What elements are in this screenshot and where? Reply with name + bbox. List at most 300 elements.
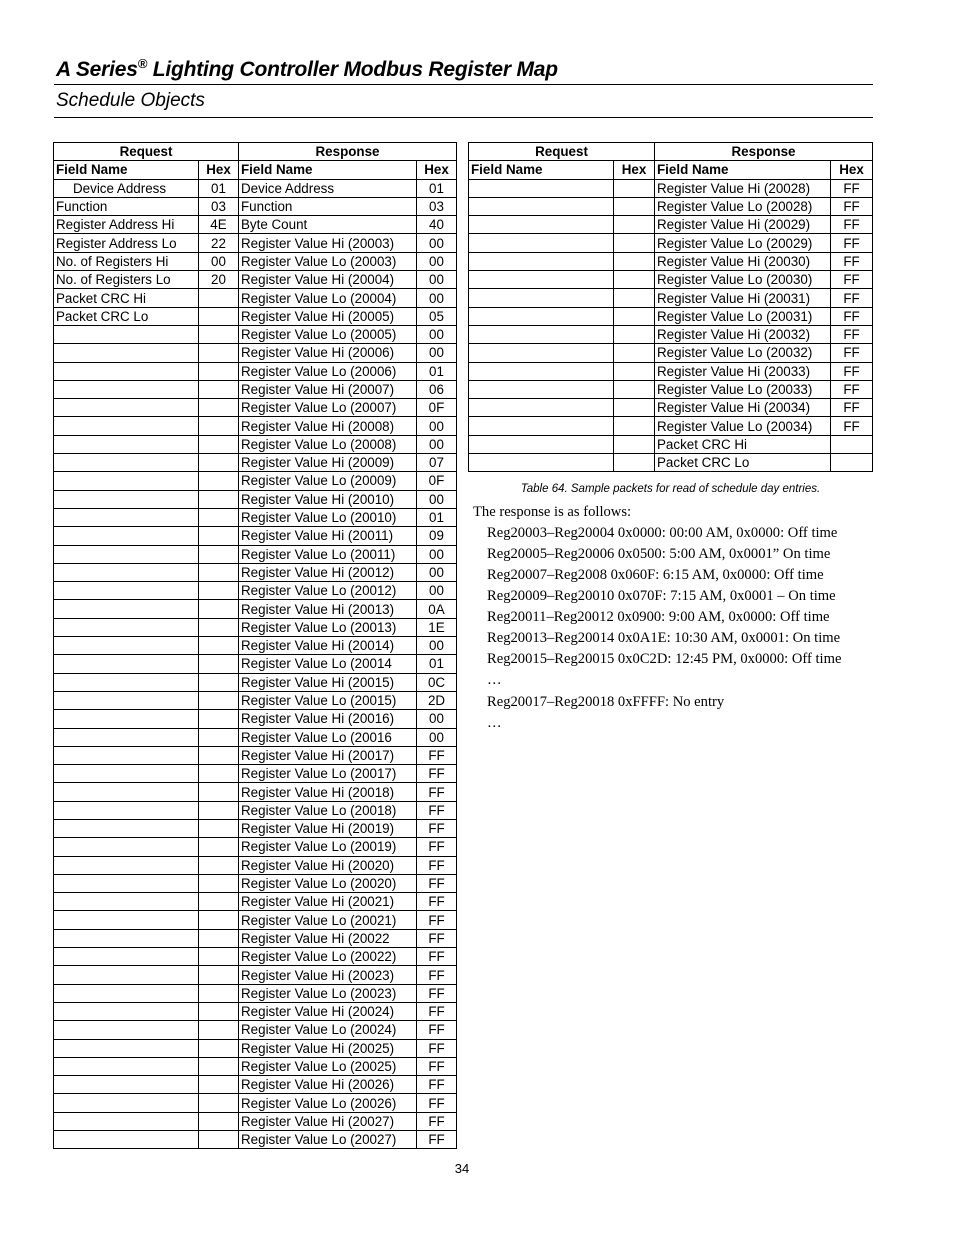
table-row <box>54 582 457 600</box>
table-row <box>54 307 457 325</box>
response-hex: FF <box>417 1039 457 1057</box>
request-hex <box>199 325 239 343</box>
response-hex: 00 <box>417 490 457 508</box>
request-hex <box>199 435 239 453</box>
response-field-name: Register Value Lo (20012) <box>239 582 417 600</box>
request-field-name: Register Address Hi <box>54 216 199 234</box>
request-field-name <box>54 966 199 984</box>
response-field-name: Register Value Hi (20016) <box>239 710 417 728</box>
request-field-name: Packet CRC Lo <box>54 307 199 325</box>
request-field-name <box>469 271 614 289</box>
response-hex: FF <box>417 893 457 911</box>
request-hex <box>614 362 655 380</box>
response-hex: 0F <box>417 472 457 490</box>
response-hex: FF <box>417 856 457 874</box>
request-field-name <box>54 1002 199 1020</box>
response-hex: FF <box>831 252 873 270</box>
left-register-table <box>53 142 457 1149</box>
response-field-name: Register Value Lo (20018) <box>239 801 417 819</box>
response-field-name: Register Value Hi (20003) <box>239 234 417 252</box>
request-hex <box>199 344 239 362</box>
request-field-name <box>54 655 199 673</box>
registered-mark: ® <box>137 56 148 71</box>
table-row <box>54 417 457 435</box>
request-hex <box>199 874 239 892</box>
request-field-name <box>54 819 199 837</box>
response-hex: 03 <box>417 197 457 215</box>
table-row <box>54 655 457 673</box>
table-row <box>54 856 457 874</box>
response-hex: FF <box>417 1021 457 1039</box>
page-number: 34 <box>454 1161 470 1176</box>
response-header: Response <box>239 143 457 161</box>
table-row <box>54 1112 457 1130</box>
response-field-name: Register Value Hi (20014) <box>239 637 417 655</box>
request-hex <box>614 380 655 398</box>
request-hex: 22 <box>199 234 239 252</box>
request-hex: 01 <box>199 179 239 197</box>
table-row <box>54 710 457 728</box>
request-hex <box>199 1131 239 1149</box>
request-field-name <box>54 490 199 508</box>
response-hex: FF <box>831 216 873 234</box>
response-hex: 07 <box>417 454 457 472</box>
table-row <box>54 746 457 764</box>
request-field-name <box>54 893 199 911</box>
request-field-name <box>54 948 199 966</box>
response-field-name: Register Value Lo (20031) <box>655 307 831 325</box>
response-field-name: Register Value Lo (20029) <box>655 234 831 252</box>
table-row <box>54 911 457 929</box>
table-row <box>469 289 873 307</box>
response-entries <box>473 525 871 732</box>
request-field-name <box>469 380 614 398</box>
response-field-name: Register Value Lo (20027) <box>239 1131 417 1149</box>
request-field-name <box>54 1131 199 1149</box>
table-row <box>469 271 873 289</box>
response-hex: 00 <box>417 252 457 270</box>
table-row <box>54 1021 457 1039</box>
response-field-name: Register Value Lo (20020) <box>239 874 417 892</box>
response-hex: FF <box>417 984 457 1002</box>
request-hex <box>199 1039 239 1057</box>
response-hex: FF <box>831 380 873 398</box>
response-entry: Reg20011–Reg20012 0x0900: 9:00 AM, 0x0000: Off time <box>487 609 830 625</box>
response-header: Response <box>655 143 873 161</box>
request-hex <box>199 1021 239 1039</box>
response-field-name: Register Value Lo (20013) <box>239 618 417 636</box>
response-hex: FF <box>417 1112 457 1130</box>
request-hex <box>199 655 239 673</box>
request-field-name <box>54 637 199 655</box>
response-field-name: Register Value Hi (20018) <box>239 783 417 801</box>
table-row <box>54 893 457 911</box>
request-field-name <box>469 252 614 270</box>
response-hex: 01 <box>417 362 457 380</box>
table-row <box>54 1002 457 1020</box>
response-field-name: Register Value Lo (20034) <box>655 417 831 435</box>
response-hex: 00 <box>417 710 457 728</box>
request-hex <box>614 435 655 453</box>
request-hex <box>614 197 655 215</box>
response-hex: FF <box>831 399 873 417</box>
table-row <box>469 344 873 362</box>
request-field-name <box>54 472 199 490</box>
request-field-name <box>54 1057 199 1075</box>
request-hex <box>199 710 239 728</box>
table-row <box>469 216 873 234</box>
table-row <box>54 271 457 289</box>
response-hex <box>831 454 873 472</box>
response-field-name: Register Value Hi (20008) <box>239 417 417 435</box>
response-hex: 01 <box>417 655 457 673</box>
request-hex <box>614 252 655 270</box>
response-hex: 0A <box>417 600 457 618</box>
response-field-name: Register Value Hi (20017) <box>239 746 417 764</box>
response-field-name: Register Value Lo (20017) <box>239 765 417 783</box>
response-field-name: Register Value Lo (20026) <box>239 1094 417 1112</box>
response-hex: FF <box>831 344 873 362</box>
request-hex <box>199 783 239 801</box>
response-hex: FF <box>417 1131 457 1149</box>
response-field-name: Register Value Lo (20011) <box>239 545 417 563</box>
response-field-name: Register Value Hi (20004) <box>239 271 417 289</box>
response-hex: 2D <box>417 691 457 709</box>
table-row <box>54 966 457 984</box>
response-hex: FF <box>417 801 457 819</box>
response-entry: Reg20017–Reg20018 0xFFFF: No entry <box>487 694 725 710</box>
response-field-name: Register Value Lo (20030) <box>655 271 831 289</box>
hex-header: Hex <box>199 161 239 179</box>
request-field-name <box>54 1112 199 1130</box>
table-row <box>54 1076 457 1094</box>
table-row <box>54 508 457 526</box>
request-hex: 20 <box>199 271 239 289</box>
request-field-name: No. of Registers Hi <box>54 252 199 270</box>
request-hex: 4E <box>199 216 239 234</box>
table-row <box>54 838 457 856</box>
response-field-name: Register Value Lo (20024) <box>239 1021 417 1039</box>
response-field-name: Register Value Hi (20034) <box>655 399 831 417</box>
table-row <box>54 472 457 490</box>
field-name-header: Field Name <box>239 161 417 179</box>
response-hex: FF <box>417 1094 457 1112</box>
hex-header: Hex <box>614 161 655 179</box>
table-row <box>54 325 457 343</box>
response-field-name: Packet CRC Lo <box>655 454 831 472</box>
request-field-name <box>469 325 614 343</box>
response-hex: 01 <box>417 179 457 197</box>
request-field-name <box>54 746 199 764</box>
table-row <box>54 929 457 947</box>
right-table-body <box>469 179 873 472</box>
response-hex: 09 <box>417 527 457 545</box>
request-header: Request <box>469 143 655 161</box>
request-field-name <box>54 1021 199 1039</box>
request-field-name <box>469 344 614 362</box>
table-row <box>54 1057 457 1075</box>
table-row <box>54 490 457 508</box>
table-row <box>54 600 457 618</box>
request-field-name <box>54 929 199 947</box>
response-hex: FF <box>831 271 873 289</box>
request-field-name <box>54 838 199 856</box>
subtitle-rule <box>54 117 873 118</box>
response-entry: Reg20005–Reg20006 0x0500: 5:00 AM, 0x0001” On time <box>487 546 831 562</box>
request-field-name: No. of Registers Lo <box>54 271 199 289</box>
right-register-table <box>468 142 873 472</box>
request-field-name <box>54 417 199 435</box>
request-hex <box>614 289 655 307</box>
response-field-name: Register Value Hi (20009) <box>239 454 417 472</box>
response-field-name: Register Value Lo (20003) <box>239 252 417 270</box>
request-field-name <box>54 710 199 728</box>
request-field-name <box>469 399 614 417</box>
response-field-name: Register Value Lo (20028) <box>655 197 831 215</box>
table-row <box>469 325 873 343</box>
table-row <box>54 1094 457 1112</box>
response-hex: 00 <box>417 325 457 343</box>
response-field-name: Register Value Hi (20028) <box>655 179 831 197</box>
request-hex <box>199 893 239 911</box>
response-hex: 05 <box>417 307 457 325</box>
response-hex: FF <box>417 1002 457 1020</box>
table-row <box>54 454 457 472</box>
response-field-name: Register Value Hi (20022 <box>239 929 417 947</box>
table-row <box>469 435 873 453</box>
request-hex <box>199 728 239 746</box>
request-field-name <box>54 783 199 801</box>
request-hex <box>199 472 239 490</box>
response-field-name: Register Value Lo (20022) <box>239 948 417 966</box>
request-hex <box>199 984 239 1002</box>
response-field-name: Register Value Hi (20030) <box>655 252 831 270</box>
request-hex <box>614 454 655 472</box>
request-hex <box>199 1112 239 1130</box>
request-field-name <box>54 600 199 618</box>
request-hex: 00 <box>199 252 239 270</box>
response-hex: FF <box>831 362 873 380</box>
response-hex: 06 <box>417 380 457 398</box>
response-field-name: Register Value Hi (20033) <box>655 362 831 380</box>
request-hex <box>199 637 239 655</box>
response-field-name: Register Value Lo (20014 <box>239 655 417 673</box>
response-hex: 01 <box>417 508 457 526</box>
request-field-name <box>54 527 199 545</box>
response-field-name: Function <box>239 197 417 215</box>
response-field-name: Register Value Hi (20029) <box>655 216 831 234</box>
table-row <box>54 545 457 563</box>
table-row <box>54 179 457 197</box>
response-entry: Reg20007–Reg2008 0x060F: 6:15 AM, 0x0000: Off time <box>487 567 824 583</box>
hex-header: Hex <box>831 161 873 179</box>
request-field-name <box>54 563 199 581</box>
request-field-name: Function <box>54 197 199 215</box>
response-field-name: Register Value Hi (20006) <box>239 344 417 362</box>
response-description <box>473 504 871 737</box>
response-field-name: Register Value Hi (20019) <box>239 819 417 837</box>
request-field-name <box>469 362 614 380</box>
page-title <box>56 56 558 82</box>
response-field-name: Device Address <box>239 179 417 197</box>
table-row <box>54 618 457 636</box>
request-hex <box>199 691 239 709</box>
response-hex: FF <box>831 234 873 252</box>
field-name-header: Field Name <box>54 161 199 179</box>
response-hex: 1E <box>417 618 457 636</box>
request-hex <box>199 399 239 417</box>
request-field-name: Register Address Lo <box>54 234 199 252</box>
request-hex <box>199 618 239 636</box>
table-row <box>54 1039 457 1057</box>
table-row <box>54 948 457 966</box>
response-field-name: Register Value Hi (20013) <box>239 600 417 618</box>
request-field-name <box>54 325 199 343</box>
table-row <box>54 344 457 362</box>
response-hex: FF <box>417 1057 457 1075</box>
response-hex: FF <box>417 783 457 801</box>
request-hex <box>199 838 239 856</box>
request-field-name <box>54 984 199 1002</box>
request-field-name <box>54 508 199 526</box>
response-hex <box>831 435 873 453</box>
table-row <box>54 216 457 234</box>
request-field-name <box>54 362 199 380</box>
table-row <box>54 673 457 691</box>
request-field-name <box>54 673 199 691</box>
response-field-name: Register Value Hi (20023) <box>239 966 417 984</box>
request-field-name <box>469 435 614 453</box>
table-caption: Table 64. Sample packets for read of schedule day entries. <box>520 483 821 495</box>
request-hex <box>199 673 239 691</box>
response-hex: FF <box>417 948 457 966</box>
request-hex <box>614 271 655 289</box>
response-field-name: Register Value Lo (20007) <box>239 399 417 417</box>
request-field-name <box>54 1094 199 1112</box>
table-row <box>54 984 457 1002</box>
request-hex <box>199 307 239 325</box>
request-field-name <box>54 1039 199 1057</box>
table-row <box>54 728 457 746</box>
table-row <box>54 435 457 453</box>
response-hex: 0C <box>417 673 457 691</box>
response-field-name: Register Value Hi (20020) <box>239 856 417 874</box>
response-hex: 00 <box>417 271 457 289</box>
request-hex <box>199 856 239 874</box>
request-hex <box>199 582 239 600</box>
response-field-name: Packet CRC Hi <box>655 435 831 453</box>
section-subtitle: Schedule Objects <box>56 90 205 111</box>
response-entry: Reg20009–Reg20010 0x070F: 7:15 AM, 0x0001 – On time <box>487 588 836 604</box>
response-field-name: Register Value Hi (20027) <box>239 1112 417 1130</box>
request-hex <box>199 765 239 783</box>
request-field-name <box>54 874 199 892</box>
request-hex <box>199 1076 239 1094</box>
table-row <box>469 234 873 252</box>
response-field-name: Register Value Hi (20021) <box>239 893 417 911</box>
title-suffix: Lighting Controller Modbus Register Map <box>147 58 558 81</box>
request-hex <box>614 325 655 343</box>
request-hex <box>199 380 239 398</box>
table-row <box>54 765 457 783</box>
table-row <box>54 197 457 215</box>
request-field-name <box>469 454 614 472</box>
title-rule <box>54 84 873 85</box>
table-row <box>469 307 873 325</box>
table-row <box>469 252 873 270</box>
table-row <box>54 362 457 380</box>
field-name-header: Field Name <box>469 161 614 179</box>
response-hex: FF <box>417 1076 457 1094</box>
request-hex <box>199 454 239 472</box>
request-hex <box>199 545 239 563</box>
title-prefix: A Series <box>56 58 138 81</box>
response-hex: FF <box>831 197 873 215</box>
response-hex: 00 <box>417 289 457 307</box>
response-field-name: Register Value Hi (20015) <box>239 673 417 691</box>
request-field-name <box>469 417 614 435</box>
table-row <box>469 197 873 215</box>
request-hex: 03 <box>199 197 239 215</box>
request-field-name <box>54 545 199 563</box>
response-field-name: Register Value Lo (20009) <box>239 472 417 490</box>
request-hex <box>614 417 655 435</box>
table-row <box>469 399 873 417</box>
table-row <box>469 362 873 380</box>
request-hex <box>199 508 239 526</box>
request-field-name <box>54 728 199 746</box>
response-hex: FF <box>417 765 457 783</box>
request-hex <box>199 362 239 380</box>
request-hex <box>614 179 655 197</box>
table-row <box>54 819 457 837</box>
request-hex <box>199 600 239 618</box>
request-field-name <box>54 399 199 417</box>
response-field-name: Register Value Lo (20025) <box>239 1057 417 1075</box>
field-name-header: Field Name <box>655 161 831 179</box>
response-hex: FF <box>831 179 873 197</box>
response-hex: 00 <box>417 582 457 600</box>
response-field-name: Register Value Hi (20005) <box>239 307 417 325</box>
table-row <box>469 454 873 472</box>
response-field-name: Register Value Lo (20032) <box>655 344 831 362</box>
response-hex: FF <box>831 289 873 307</box>
response-field-name: Register Value Hi (20010) <box>239 490 417 508</box>
response-entry: … <box>487 715 502 731</box>
table-row <box>54 289 457 307</box>
request-field-name <box>54 1076 199 1094</box>
table-row <box>54 234 457 252</box>
response-hex: 00 <box>417 637 457 655</box>
response-field-name: Register Value Hi (20025) <box>239 1039 417 1057</box>
table-row <box>54 380 457 398</box>
request-field-name <box>54 801 199 819</box>
response-field-name: Register Value Lo (20006) <box>239 362 417 380</box>
response-field-name: Register Value Lo (20004) <box>239 289 417 307</box>
response-field-name: Register Value Lo (20005) <box>239 325 417 343</box>
response-hex: FF <box>417 819 457 837</box>
response-field-name: Byte Count <box>239 216 417 234</box>
response-hex: 40 <box>417 216 457 234</box>
response-field-name: Register Value Lo (20015) <box>239 691 417 709</box>
response-field-name: Register Value Lo (20033) <box>655 380 831 398</box>
table-row <box>54 637 457 655</box>
response-field-name: Register Value Hi (20032) <box>655 325 831 343</box>
response-entry: Reg20013–Reg20014 0x0A1E: 10:30 AM, 0x0001: On time <box>487 630 841 646</box>
request-field-name <box>54 454 199 472</box>
request-field-name <box>469 197 614 215</box>
table-row <box>54 252 457 270</box>
